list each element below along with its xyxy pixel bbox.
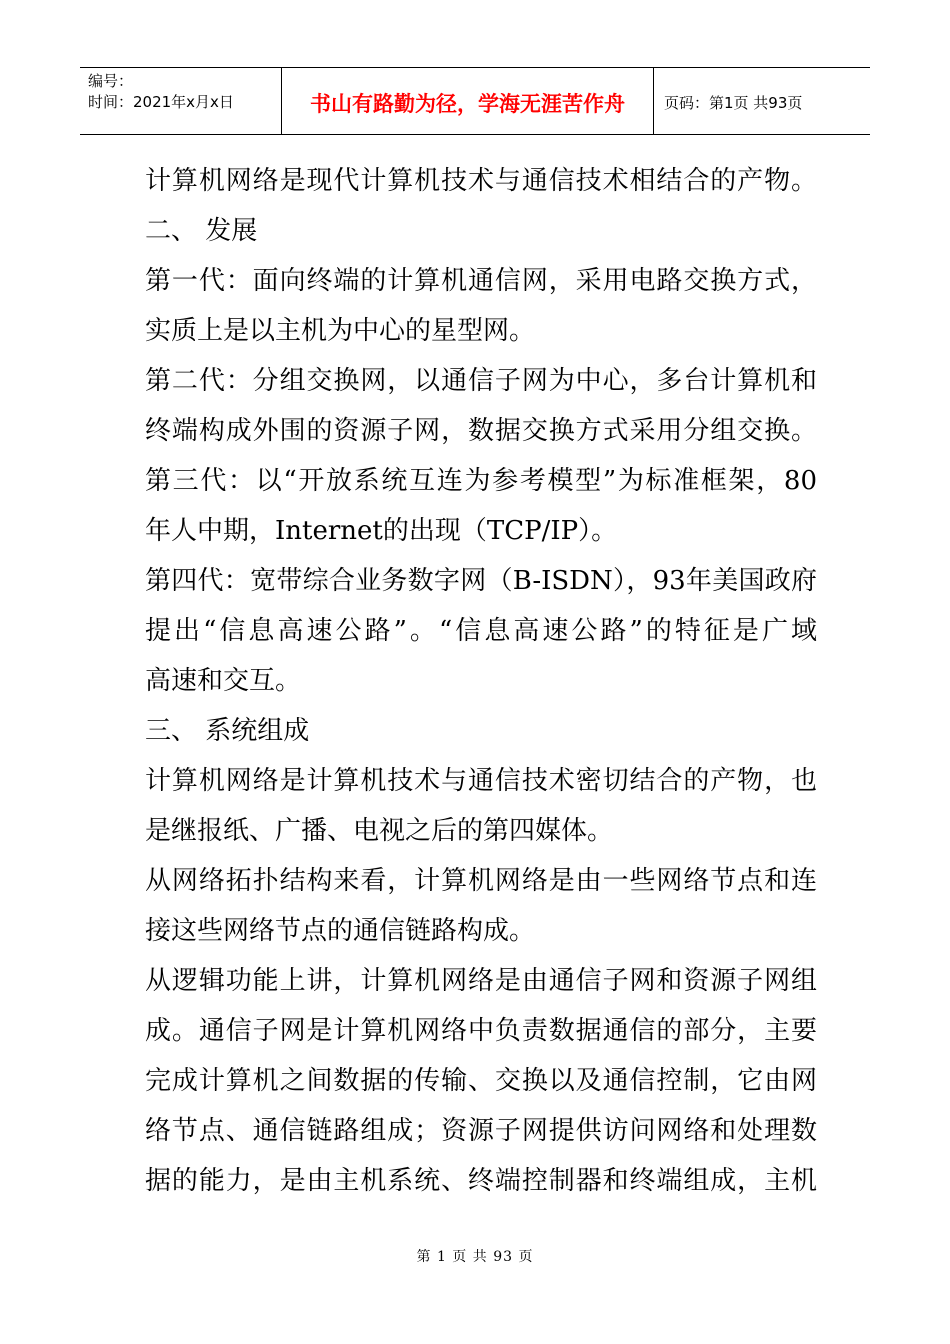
body-line: 第一代：面向终端的计算机通信网，采用电路交换方式， [145, 266, 817, 296]
body-line: 成。通信子网是计算机网络中负责数据通信的部分，主要 [145, 1016, 817, 1046]
page-footer: 第 1 页 共 93 页 [416, 1249, 534, 1265]
document-time-label: 时间：2021年x月x日 [88, 93, 234, 111]
header-page-info: 页码：第1页 共93页 [664, 93, 803, 112]
body-line: 第三代：以“开放系统互连为参考模型”为标准框架，80 [145, 466, 817, 496]
body-line: 高速和交互。 [145, 666, 302, 696]
section-heading-development: 二、 发展 [145, 216, 258, 246]
body-line: 从网络拓扑结构来看，计算机网络是由一些网络节点和连 [145, 866, 817, 896]
page-header [80, 67, 870, 135]
body-line: 实质上是以主机为中心的星型网。 [145, 316, 536, 346]
header-meta-cell [80, 68, 282, 134]
header-motto: 书山有路勤为径，学海无涯苦作舟 [282, 68, 654, 134]
document-number-label: 编号： [88, 72, 134, 90]
document-body [145, 156, 817, 1206]
body-line: 计算机网络是计算机技术与通信技术密切结合的产物，也 [145, 766, 817, 796]
body-line: 计算机网络是现代计算机技术与通信技术相结合的产物。 [145, 166, 817, 196]
body-line: 从逻辑功能上讲，计算机网络是由通信子网和资源子网组 [145, 966, 817, 996]
body-line: 第四代：宽带综合业务数字网（B-ISDN），93年美国政府 [145, 566, 817, 596]
body-line: 据的能力，是由主机系统、终端控制器和终端组成，主机 [145, 1166, 817, 1196]
body-line: 络节点、通信链路组成；资源子网提供访问网络和处理数 [145, 1116, 817, 1146]
body-line: 完成计算机之间数据的传输、交换以及通信控制，它由网 [145, 1066, 817, 1096]
body-line: 提出“信息高速公路”。“信息高速公路”的特征是广域 [145, 616, 817, 646]
body-line: 是继报纸、广播、电视之后的第四媒体。 [145, 816, 614, 846]
body-line: 第二代：分组交换网，以通信子网为中心，多台计算机和 [145, 366, 817, 396]
body-line: 接这些网络节点的通信链路构成。 [145, 916, 536, 946]
section-heading-system-composition: 三、 系统组成 [145, 716, 310, 746]
body-line: 终端构成外围的资源子网，数据交换方式采用分组交换。 [145, 416, 817, 446]
body-line: 年人中期，Internet的出现（TCP/IP）。 [145, 516, 618, 546]
